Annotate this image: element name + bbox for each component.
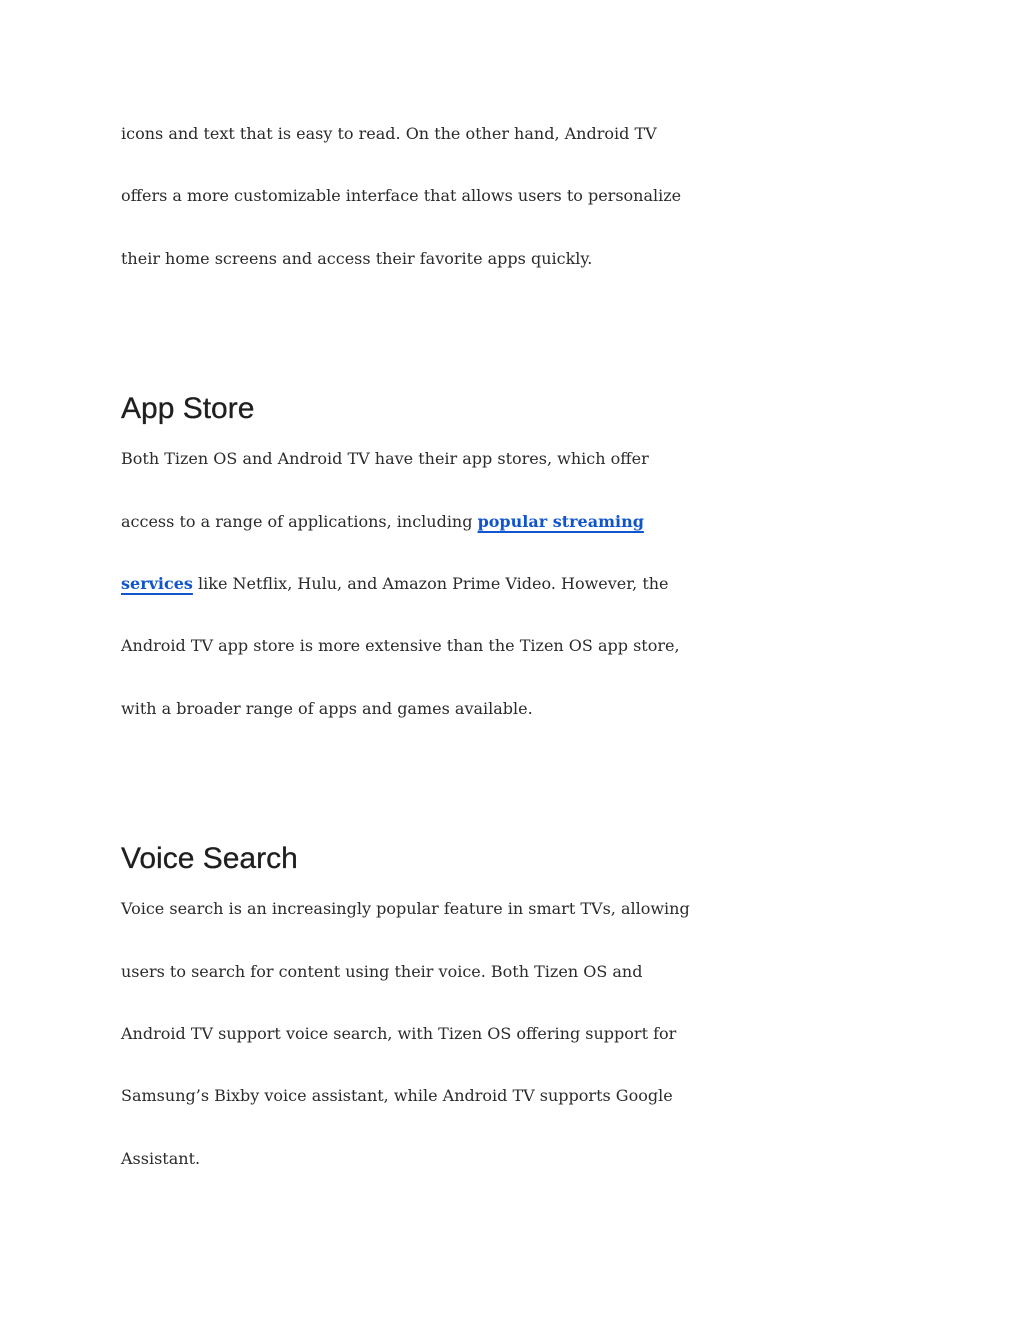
paragraph-line: with a broader range of apps and games available. <box>121 698 533 718</box>
app-store-heading: App Store <box>121 392 255 426</box>
popular-streaming-services-link[interactable]: services <box>121 574 193 594</box>
paragraph-line: Android TV app store is more extensive than the Tizen OS app store, <box>121 636 680 656</box>
document-content <box>121 103 921 1190</box>
paragraph-line: Samsung’s Bixby voice assistant, while Android TV supports Google <box>121 1086 673 1106</box>
voice-search-heading: Voice Search <box>121 842 298 876</box>
intro-paragraph <box>121 103 921 290</box>
paragraph-line: Assistant. <box>121 1148 201 1168</box>
app-store-paragraph <box>121 428 921 740</box>
paragraph-text: like Netflix, Hulu, and Amazon Prime Video. However, the <box>192 574 669 594</box>
paragraph-line: Android TV support voice search, with Tizen OS offering support for <box>121 1024 677 1044</box>
paragraph-line: Voice search is an increasingly popular feature in smart TVs, allowing <box>121 899 690 919</box>
paragraph-line: users to search for content using their voice. Both Tizen OS and <box>121 961 643 981</box>
popular-streaming-services-link[interactable]: popular streaming <box>477 511 644 531</box>
paragraph-text: access to a range of applications, including <box>121 511 478 531</box>
paragraph-line <box>121 491 921 553</box>
paragraph-line <box>121 553 921 615</box>
paragraph-line: their home screens and access their favorite apps quickly. <box>121 248 593 268</box>
paragraph-line: icons and text that is easy to read. On the other hand, Android TV <box>121 124 657 143</box>
voice-search-paragraph <box>121 878 921 1190</box>
paragraph-line: Both Tizen OS and Android TV have their app stores, which offer <box>121 449 649 469</box>
paragraph-line: offers a more customizable interface that allows users to personalize <box>121 186 682 206</box>
